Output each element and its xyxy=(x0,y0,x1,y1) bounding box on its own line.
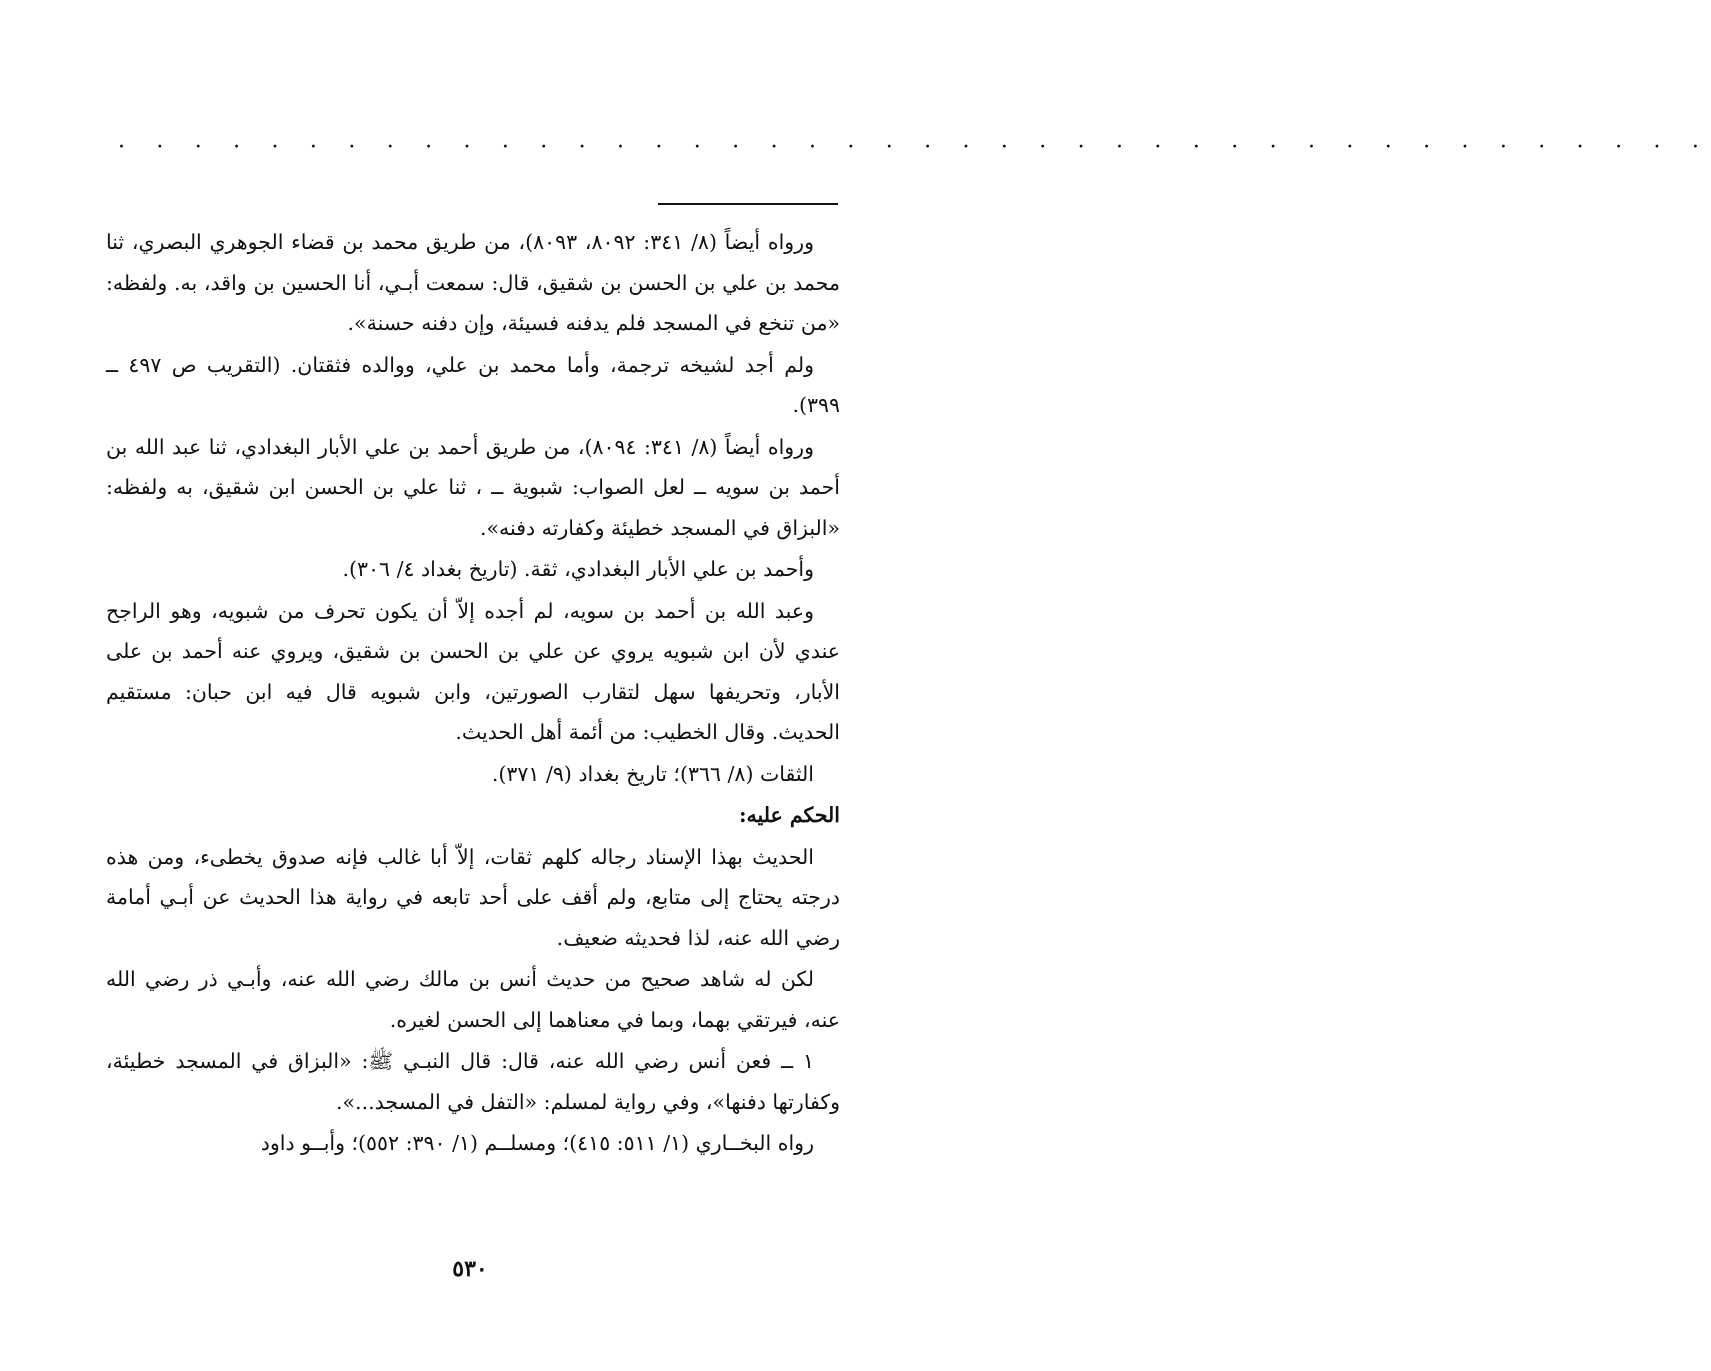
section-heading: الحكم عليه: xyxy=(738,803,840,827)
paragraph: الحديث بهذا الإسناد رجاله كلهم ثقات، إلاّ أبا غالب فإنه صدوق يخطىء، ومن هذه درجته يحتاج إلى متابع، ولم أقف على أحد تابعه في رواية هذا الحديث عن أبـي أمامة رضي الله عنه، لذا فحديثه ضعيف. xyxy=(106,844,840,950)
dotted-separator: · · · · · · · · · · · · · · · · · · · · · · · · · · · · · · · · · · · · · · · · · · xyxy=(118,135,1711,160)
paragraph: وعبد الله بن أحمد بن سويه، لم أجده إلاّ أن يكون تحرف من شبويه، وهو الراجح عندي لأن ابن شبويه يروي عن علي بن الحسن بن شقيق، ويروي عنه أحمد بن على الأبار، وتحريفها سهل لتقارب الصورتين، وابن شبويه قال فيه ابن حبان: مستقيم الحديث. وقال الخطيب: من أئمة أهل الحديث. xyxy=(106,598,840,744)
paragraph: لكن له شاهد صحيح من حديث أنس بن مالك رضي الله عنه، وأبـي ذر رضي الله عنه، فيرتقي بهما، وبما في معناهما إلى الحسن لغيره. xyxy=(106,967,840,1032)
paragraph: ١ ــ فعن أنس رضي الله عنه، قال: قال النبـي ﷺ: «البزاق في المسجد خطيئة، وكفارتها دفنها»، وفي رواية لمسلم: «التفل في المسجد...». xyxy=(106,1049,840,1114)
paragraph: ورواه أيضاً (٨/ ٣٤١: ٨٠٩٢، ٨٠٩٣)، من طريق محمد بن قضاء الجوهري البصري، ثنا محمد بن علي بن الحسن بن شقيق، قال: سمعت أبـي، أنا الحسين بن واقد، به. ولفظه: «من تنخع في المسجد فلم يدفنه فسيئة، وإن دفنه حسنة». xyxy=(106,230,840,335)
footnote-text xyxy=(106,222,840,1165)
footnote-rule xyxy=(658,203,838,205)
paragraph: ورواه أيضاً (٨/ ٣٤١: ٨٠٩٤)، من طريق أحمد بن علي الأبار البغدادي، ثنا عبد الله بن أحمد بن سويه ــ لعل الصواب: شبوية ــ ، ثنا علي بن الحسن ابن شقيق، به ولفظه: «البزاق في المسجد خطيئة وكفارته دفنه». xyxy=(106,434,840,540)
paragraph: وأحمد بن علي الأبار البغدادي، ثقة. (تاريخ بغداد ٤/ ٣٠٦). xyxy=(342,557,814,581)
paragraph: الثقات (٨/ ٣٦٦)؛ تاريخ بغداد (٩/ ٣٧١). xyxy=(491,761,814,786)
paragraph: رواه البخــاري (١/ ٥١١: ٤١٥)؛ ومسلــم (١/ ٣٩٠: ٥٥٢)؛ وأبــو داود xyxy=(260,1131,814,1155)
paragraph: ولم أجد لشيخه ترجمة، وأما محمد بن علي، ووالده فثقتان. (التقريب ص ٤٩٧ ــ ٣٩٩). xyxy=(106,352,840,417)
page-number: ٥٣٠ xyxy=(452,1256,488,1282)
